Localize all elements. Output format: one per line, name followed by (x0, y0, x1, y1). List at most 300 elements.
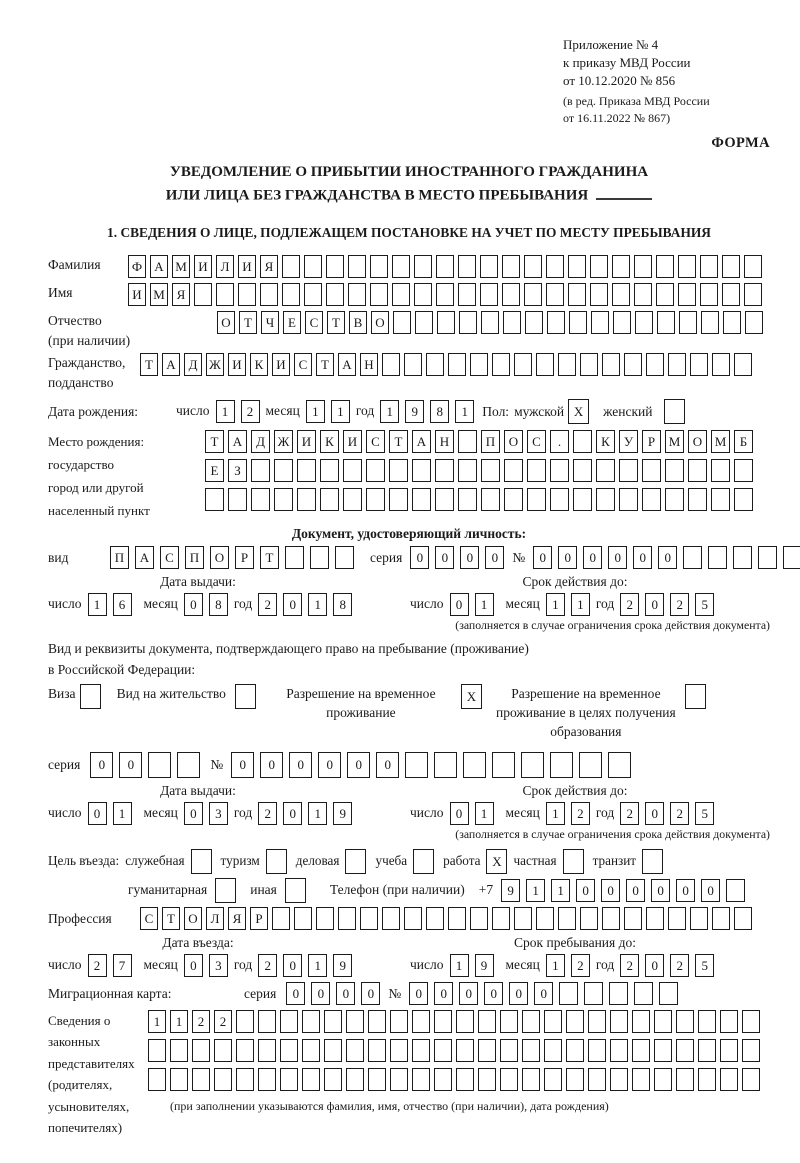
citizenship-cell[interactable] (470, 353, 488, 376)
profession-cell[interactable]: С (140, 907, 158, 930)
representatives-cell[interactable] (214, 1039, 232, 1062)
representatives-cell[interactable] (280, 1039, 298, 1062)
birth-place-cell[interactable] (550, 488, 569, 511)
representatives-cell[interactable] (148, 1039, 166, 1062)
residence-number-cell[interactable] (492, 752, 515, 778)
representatives-cell[interactable] (324, 1068, 342, 1091)
surname-cell[interactable] (612, 255, 630, 278)
citizenship-cell[interactable]: Д (184, 353, 202, 376)
representatives-cell[interactable] (610, 1068, 628, 1091)
representatives-cell[interactable] (478, 1010, 496, 1033)
residence-series-cell[interactable]: 0 (90, 752, 113, 778)
profession-cell[interactable] (470, 907, 488, 930)
given-name-cell[interactable] (348, 283, 366, 306)
birth-place-cell[interactable] (435, 459, 454, 482)
migration-number-cell[interactable]: 0 (434, 982, 453, 1005)
patronymic-cell[interactable] (591, 311, 609, 334)
representatives-cell[interactable] (654, 1010, 672, 1033)
doc-kind-cell[interactable]: П (185, 546, 204, 569)
birth-place-cell[interactable]: З (228, 459, 247, 482)
profession-cell[interactable] (338, 907, 356, 930)
doc-series-cell[interactable]: 0 (435, 546, 454, 569)
patronymic-cell[interactable]: Ч (261, 311, 279, 334)
residence-number-cell[interactable]: 0 (260, 752, 283, 778)
surname-cell[interactable]: Ф (128, 255, 146, 278)
representatives-cell[interactable] (214, 1068, 232, 1091)
representatives-cell[interactable] (346, 1068, 364, 1091)
given-name-cell[interactable] (304, 283, 322, 306)
citizenship-cell[interactable] (734, 353, 752, 376)
representatives-cell[interactable] (192, 1039, 210, 1062)
patronymic-cell[interactable] (613, 311, 631, 334)
representatives-cell[interactable] (236, 1039, 254, 1062)
surname-cell[interactable] (502, 255, 520, 278)
patronymic-cell[interactable]: С (305, 311, 323, 334)
given-name-cell[interactable] (590, 283, 608, 306)
representatives-cell[interactable] (654, 1039, 672, 1062)
representatives-cell[interactable] (258, 1068, 276, 1091)
migration-number-cell[interactable] (609, 982, 628, 1005)
birth-place-cell[interactable]: С (527, 430, 546, 453)
migration-series-cell[interactable]: 0 (286, 982, 305, 1005)
residence-expiry-year-cell[interactable]: 2 (670, 802, 689, 825)
doc-number-cell[interactable] (683, 546, 702, 569)
birth-place-cell[interactable]: К (320, 430, 339, 453)
doc-kind-cell[interactable]: О (210, 546, 229, 569)
entry-year-cell[interactable]: 9 (333, 954, 352, 977)
representatives-cell[interactable] (522, 1039, 540, 1062)
birth-place-cell[interactable] (550, 459, 569, 482)
representatives-cell[interactable] (742, 1010, 760, 1033)
residence-number-cell[interactable] (608, 752, 631, 778)
representatives-cell[interactable] (610, 1039, 628, 1062)
given-name-cell[interactable] (722, 283, 740, 306)
given-name-cell[interactable] (634, 283, 652, 306)
citizenship-cell[interactable] (536, 353, 554, 376)
migration-number-cell[interactable]: 0 (409, 982, 428, 1005)
doc-issue-year-cell[interactable]: 1 (308, 593, 327, 616)
entry-month-cell[interactable]: 3 (209, 954, 228, 977)
migration-number-cell[interactable]: 0 (534, 982, 553, 1005)
profession-cell[interactable] (514, 907, 532, 930)
profession-cell[interactable] (272, 907, 290, 930)
representatives-cell[interactable] (258, 1039, 276, 1062)
purpose-business-cell[interactable] (345, 849, 366, 874)
representatives-cell[interactable] (456, 1010, 474, 1033)
given-name-cell[interactable] (392, 283, 410, 306)
representatives-cell[interactable]: 1 (148, 1010, 166, 1033)
given-name-cell[interactable] (458, 283, 476, 306)
birth-place-cell[interactable] (504, 459, 523, 482)
citizenship-cell[interactable]: Т (316, 353, 334, 376)
representatives-cell[interactable] (742, 1068, 760, 1091)
profession-cell[interactable] (360, 907, 378, 930)
surname-cell[interactable] (590, 255, 608, 278)
representatives-cell[interactable] (412, 1039, 430, 1062)
birth-place-cell[interactable] (596, 488, 615, 511)
purpose-official-cell[interactable] (191, 849, 212, 874)
birth-place-cell[interactable] (711, 459, 730, 482)
representatives-cell[interactable] (566, 1068, 584, 1091)
stay-year-cell[interactable]: 2 (620, 954, 639, 977)
birth-place-cell[interactable] (527, 488, 546, 511)
citizenship-cell[interactable] (404, 353, 422, 376)
surname-cell[interactable] (568, 255, 586, 278)
residence-number-cell[interactable]: 0 (289, 752, 312, 778)
residence-number-cell[interactable] (463, 752, 486, 778)
residence-expiry-day-cell[interactable]: 0 (450, 802, 469, 825)
representatives-cell[interactable] (676, 1068, 694, 1091)
representatives-cell[interactable] (654, 1068, 672, 1091)
representatives-cell[interactable] (720, 1039, 738, 1062)
purpose-work-cell[interactable]: X (486, 849, 507, 874)
representatives-cell[interactable] (544, 1068, 562, 1091)
birth-place-cell[interactable] (619, 488, 638, 511)
patronymic-cell[interactable] (635, 311, 653, 334)
doc-number-cell[interactable] (783, 546, 800, 569)
profession-cell[interactable] (382, 907, 400, 930)
citizenship-cell[interactable] (580, 353, 598, 376)
given-name-cell[interactable]: Я (172, 283, 190, 306)
temp-residence-checkbox-cell[interactable]: X (461, 684, 482, 709)
patronymic-cell[interactable] (459, 311, 477, 334)
citizenship-cell[interactable] (426, 353, 444, 376)
purpose-transit-cell[interactable] (642, 849, 663, 874)
birth-place-cell[interactable] (366, 459, 385, 482)
doc-kind-cell[interactable] (310, 546, 329, 569)
birth-place-cell[interactable] (458, 488, 477, 511)
doc-number-cell[interactable]: 0 (608, 546, 627, 569)
patronymic-cell[interactable]: Т (239, 311, 257, 334)
profession-cell[interactable]: Л (206, 907, 224, 930)
phone-digit-cell[interactable]: 1 (551, 879, 570, 902)
representatives-cell[interactable] (522, 1010, 540, 1033)
birth-place-cell[interactable] (458, 430, 477, 453)
doc-expiry-year-cell[interactable]: 2 (670, 593, 689, 616)
birth-place-cell[interactable] (481, 488, 500, 511)
representatives-cell[interactable] (324, 1010, 342, 1033)
doc-issue-year-cell[interactable]: 8 (333, 593, 352, 616)
representatives-cell[interactable] (500, 1010, 518, 1033)
birth-place-cell[interactable] (389, 459, 408, 482)
citizenship-cell[interactable] (514, 353, 532, 376)
representatives-cell[interactable] (698, 1068, 716, 1091)
phone-digit-cell[interactable]: 0 (626, 879, 645, 902)
representatives-cell[interactable] (324, 1039, 342, 1062)
profession-cell[interactable] (492, 907, 510, 930)
surname-cell[interactable] (370, 255, 388, 278)
representatives-cell[interactable] (412, 1010, 430, 1033)
entry-year-cell[interactable]: 2 (258, 954, 277, 977)
representatives-cell[interactable] (698, 1010, 716, 1033)
stay-month-cell[interactable]: 1 (546, 954, 565, 977)
doc-series-cell[interactable]: 0 (460, 546, 479, 569)
representatives-cell[interactable] (566, 1039, 584, 1062)
profession-cell[interactable] (558, 907, 576, 930)
representatives-cell[interactable] (412, 1068, 430, 1091)
residence-number-cell[interactable] (550, 752, 573, 778)
doc-expiry-year-cell[interactable]: 0 (645, 593, 664, 616)
migration-number-cell[interactable] (634, 982, 653, 1005)
birth-place-cell[interactable] (366, 488, 385, 511)
birth-place-cell[interactable] (481, 459, 500, 482)
residence-permit-checkbox-cell[interactable] (235, 684, 256, 709)
citizenship-cell[interactable]: И (228, 353, 246, 376)
migration-number-cell[interactable] (659, 982, 678, 1005)
representatives-cell[interactable] (192, 1068, 210, 1091)
migration-series-cell[interactable]: 0 (311, 982, 330, 1005)
stay-year-cell[interactable]: 5 (695, 954, 714, 977)
birth-place-cell[interactable]: С (366, 430, 385, 453)
birth-month-cell[interactable]: 1 (306, 400, 325, 423)
profession-cell[interactable] (668, 907, 686, 930)
surname-cell[interactable] (348, 255, 366, 278)
residence-number-cell[interactable]: 0 (318, 752, 341, 778)
doc-kind-cell[interactable]: А (135, 546, 154, 569)
birth-place-cell[interactable] (688, 459, 707, 482)
citizenship-cell[interactable]: Н (360, 353, 378, 376)
representatives-cell[interactable] (368, 1068, 386, 1091)
representatives-cell[interactable] (478, 1039, 496, 1062)
representatives-cell[interactable] (346, 1010, 364, 1033)
surname-cell[interactable] (480, 255, 498, 278)
doc-number-cell[interactable]: 0 (583, 546, 602, 569)
purpose-other-cell[interactable] (285, 878, 306, 903)
birth-place-cell[interactable] (711, 488, 730, 511)
doc-issue-year-cell[interactable]: 0 (283, 593, 302, 616)
surname-cell[interactable] (414, 255, 432, 278)
residence-expiry-year-cell[interactable]: 0 (645, 802, 664, 825)
citizenship-cell[interactable]: К (250, 353, 268, 376)
migration-series-cell[interactable]: 0 (336, 982, 355, 1005)
doc-number-cell[interactable] (758, 546, 777, 569)
birth-month-cell[interactable]: 1 (331, 400, 350, 423)
patronymic-cell[interactable] (547, 311, 565, 334)
birth-place-cell[interactable]: И (343, 430, 362, 453)
residence-expiry-day-cell[interactable]: 1 (475, 802, 494, 825)
representatives-cell[interactable] (588, 1068, 606, 1091)
doc-issue-day-cell[interactable]: 6 (113, 593, 132, 616)
birth-place-cell[interactable]: Н (435, 430, 454, 453)
birth-place-cell[interactable] (320, 459, 339, 482)
patronymic-cell[interactable] (657, 311, 675, 334)
migration-number-cell[interactable] (584, 982, 603, 1005)
purpose-tourism-cell[interactable] (266, 849, 287, 874)
phone-digit-cell[interactable]: 0 (676, 879, 695, 902)
birth-place-cell[interactable] (573, 488, 592, 511)
citizenship-cell[interactable] (558, 353, 576, 376)
surname-cell[interactable]: М (172, 255, 190, 278)
birth-place-cell[interactable] (435, 488, 454, 511)
birth-place-cell[interactable]: У (619, 430, 638, 453)
representatives-cell[interactable] (170, 1068, 188, 1091)
doc-number-cell[interactable]: 0 (633, 546, 652, 569)
residence-number-cell[interactable]: 0 (376, 752, 399, 778)
residence-issue-year-cell[interactable]: 2 (258, 802, 277, 825)
doc-kind-cell[interactable] (335, 546, 354, 569)
profession-cell[interactable] (646, 907, 664, 930)
residence-number-cell[interactable] (434, 752, 457, 778)
profession-cell[interactable] (580, 907, 598, 930)
phone-digit-cell[interactable]: 0 (601, 879, 620, 902)
birth-year-cell[interactable]: 1 (380, 400, 399, 423)
patronymic-cell[interactable] (525, 311, 543, 334)
representatives-cell[interactable] (456, 1068, 474, 1091)
given-name-cell[interactable] (568, 283, 586, 306)
citizenship-cell[interactable] (382, 353, 400, 376)
entry-month-cell[interactable]: 0 (184, 954, 203, 977)
birth-place-cell[interactable]: М (665, 430, 684, 453)
given-name-cell[interactable] (260, 283, 278, 306)
birth-place-cell[interactable] (412, 488, 431, 511)
residence-expiry-month-cell[interactable]: 2 (571, 802, 590, 825)
representatives-cell[interactable] (500, 1039, 518, 1062)
migration-number-cell[interactable]: 0 (484, 982, 503, 1005)
profession-cell[interactable] (316, 907, 334, 930)
residence-series-cell[interactable] (148, 752, 171, 778)
birth-place-cell[interactable] (619, 459, 638, 482)
representatives-cell[interactable] (610, 1010, 628, 1033)
representatives-cell[interactable] (522, 1068, 540, 1091)
residence-issue-year-cell[interactable]: 1 (308, 802, 327, 825)
residence-number-cell[interactable] (521, 752, 544, 778)
surname-cell[interactable] (678, 255, 696, 278)
patronymic-cell[interactable]: Е (283, 311, 301, 334)
given-name-cell[interactable]: М (150, 283, 168, 306)
residence-issue-month-cell[interactable]: 3 (209, 802, 228, 825)
doc-issue-month-cell[interactable]: 0 (184, 593, 203, 616)
representatives-cell[interactable] (742, 1039, 760, 1062)
patronymic-cell[interactable] (437, 311, 455, 334)
stay-day-cell[interactable]: 9 (475, 954, 494, 977)
birth-place-cell[interactable]: К (596, 430, 615, 453)
birth-year-cell[interactable]: 9 (405, 400, 424, 423)
birth-place-cell[interactable]: . (550, 430, 569, 453)
doc-kind-cell[interactable]: С (160, 546, 179, 569)
birth-place-cell[interactable] (688, 488, 707, 511)
birth-day-cell[interactable]: 2 (241, 400, 260, 423)
representatives-cell[interactable] (698, 1039, 716, 1062)
residence-number-cell[interactable] (579, 752, 602, 778)
surname-cell[interactable] (458, 255, 476, 278)
citizenship-cell[interactable] (690, 353, 708, 376)
migration-number-cell[interactable] (559, 982, 578, 1005)
birth-place-cell[interactable] (734, 459, 753, 482)
given-name-cell[interactable] (744, 283, 762, 306)
residence-expiry-year-cell[interactable]: 2 (620, 802, 639, 825)
patronymic-cell[interactable] (679, 311, 697, 334)
birth-year-cell[interactable]: 1 (455, 400, 474, 423)
birth-place-cell[interactable] (251, 488, 270, 511)
given-name-cell[interactable] (326, 283, 344, 306)
surname-cell[interactable] (700, 255, 718, 278)
given-name-cell[interactable] (216, 283, 234, 306)
surname-cell[interactable] (304, 255, 322, 278)
profession-cell[interactable]: О (184, 907, 202, 930)
migration-number-cell[interactable]: 0 (509, 982, 528, 1005)
representatives-cell[interactable] (302, 1039, 320, 1062)
birth-place-cell[interactable] (251, 459, 270, 482)
patronymic-cell[interactable] (569, 311, 587, 334)
birth-place-cell[interactable] (665, 488, 684, 511)
stay-month-cell[interactable]: 2 (571, 954, 590, 977)
residence-issue-year-cell[interactable]: 9 (333, 802, 352, 825)
representatives-cell[interactable] (588, 1039, 606, 1062)
doc-series-cell[interactable]: 0 (410, 546, 429, 569)
patronymic-cell[interactable]: Т (327, 311, 345, 334)
given-name-cell[interactable] (282, 283, 300, 306)
birth-place-cell[interactable]: Р (642, 430, 661, 453)
representatives-cell[interactable] (500, 1068, 518, 1091)
citizenship-cell[interactable]: А (338, 353, 356, 376)
birth-place-cell[interactable]: А (228, 430, 247, 453)
patronymic-cell[interactable] (503, 311, 521, 334)
representatives-cell[interactable] (544, 1039, 562, 1062)
stay-day-cell[interactable]: 1 (450, 954, 469, 977)
representatives-cell[interactable] (302, 1010, 320, 1033)
surname-cell[interactable] (282, 255, 300, 278)
given-name-cell[interactable] (502, 283, 520, 306)
given-name-cell[interactable] (370, 283, 388, 306)
patronymic-cell[interactable] (415, 311, 433, 334)
doc-kind-cell[interactable]: Р (235, 546, 254, 569)
birth-place-cell[interactable]: М (711, 430, 730, 453)
profession-cell[interactable]: Т (162, 907, 180, 930)
surname-cell[interactable] (524, 255, 542, 278)
birth-place-cell[interactable]: Т (389, 430, 408, 453)
representatives-cell[interactable] (720, 1068, 738, 1091)
birth-place-cell[interactable] (573, 459, 592, 482)
birth-place-cell[interactable]: Т (205, 430, 224, 453)
doc-expiry-month-cell[interactable]: 1 (571, 593, 590, 616)
representatives-cell[interactable] (390, 1068, 408, 1091)
representatives-cell[interactable]: 2 (214, 1010, 232, 1033)
citizenship-cell[interactable] (624, 353, 642, 376)
representatives-cell[interactable] (148, 1068, 166, 1091)
citizenship-cell[interactable] (712, 353, 730, 376)
surname-cell[interactable] (634, 255, 652, 278)
patronymic-cell[interactable]: О (217, 311, 235, 334)
birth-place-cell[interactable] (642, 459, 661, 482)
surname-cell[interactable] (546, 255, 564, 278)
surname-cell[interactable] (436, 255, 454, 278)
surname-cell[interactable]: Л (216, 255, 234, 278)
representatives-cell[interactable] (236, 1010, 254, 1033)
profession-cell[interactable] (624, 907, 642, 930)
representatives-cell[interactable] (170, 1039, 188, 1062)
phone-digit-cell[interactable]: 1 (526, 879, 545, 902)
birth-place-cell[interactable] (504, 488, 523, 511)
surname-cell[interactable] (722, 255, 740, 278)
birth-place-cell[interactable]: Д (251, 430, 270, 453)
doc-kind-cell[interactable]: Т (260, 546, 279, 569)
representatives-cell[interactable] (368, 1010, 386, 1033)
doc-number-cell[interactable] (733, 546, 752, 569)
birth-place-cell[interactable] (297, 459, 316, 482)
representatives-cell[interactable] (566, 1010, 584, 1033)
citizenship-cell[interactable] (492, 353, 510, 376)
residence-number-cell[interactable]: 0 (347, 752, 370, 778)
phone-digit-cell[interactable]: 9 (501, 879, 520, 902)
doc-number-cell[interactable]: 0 (658, 546, 677, 569)
given-name-cell[interactable] (194, 283, 212, 306)
representatives-cell[interactable] (236, 1068, 254, 1091)
doc-number-cell[interactable]: 0 (533, 546, 552, 569)
profession-cell[interactable] (426, 907, 444, 930)
migration-series-cell[interactable]: 0 (361, 982, 380, 1005)
representatives-cell[interactable]: 2 (192, 1010, 210, 1033)
birth-place-cell[interactable] (527, 459, 546, 482)
